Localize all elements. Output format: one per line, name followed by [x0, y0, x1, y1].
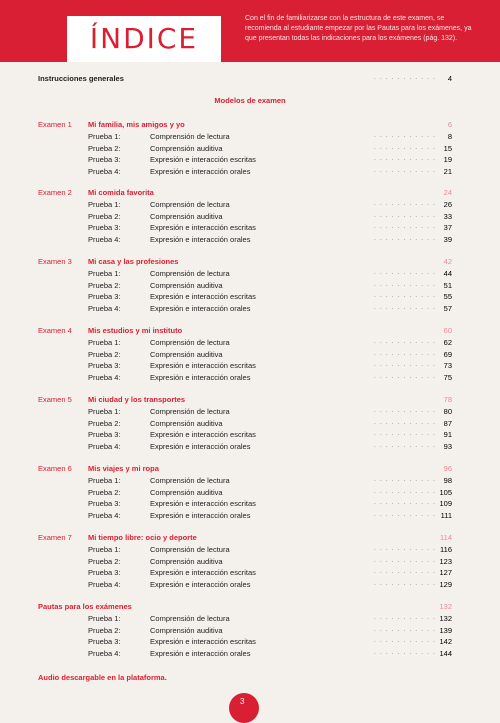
prueba-desc: Expresión e interacción orales	[150, 648, 251, 658]
prueba-desc: Comprensión auditiva	[150, 418, 223, 428]
leader-dots: . . . . . . . . . . .	[374, 476, 436, 483]
prueba-label: Prueba 4:	[88, 372, 121, 382]
prueba-page: 57	[443, 303, 452, 313]
prueba-desc: Comprensión de lectura	[150, 132, 230, 141]
prueba-label: Prueba 3:	[88, 637, 121, 646]
prueba-page: 98	[443, 476, 452, 485]
exam-label: Examen 5	[38, 395, 72, 404]
leader-dots: . . . . . . . . . . .	[374, 223, 436, 230]
prueba-desc: Expresión e interacción orales	[150, 303, 251, 313]
prueba-desc: Expresión e interacción escritas	[150, 292, 256, 301]
prueba-page: 127	[439, 568, 452, 577]
prueba-label: Prueba 4:	[88, 579, 121, 589]
audio-note: Audio descargable en la plataforma.	[38, 673, 167, 682]
leader-dots: . . . . . . . . . . .	[374, 568, 436, 575]
leader-dots: . . . . . . . . . . .	[374, 545, 436, 552]
prueba-label: Prueba 2:	[88, 418, 121, 428]
prueba-desc: Comprensión auditiva	[150, 280, 223, 290]
page-title: ÍNDICE	[67, 16, 221, 62]
prueba-label: Prueba 2:	[88, 280, 121, 290]
leader-dots: . . . . . . . . . . .	[374, 361, 436, 368]
prueba-desc: Expresión e interacción orales	[150, 234, 251, 244]
page-number: 3	[240, 697, 245, 706]
prueba-page: 19	[443, 155, 452, 164]
prueba-page: 91	[443, 430, 452, 439]
prueba-desc: Expresión e interacción escritas	[150, 637, 256, 646]
leader-dots: . . . . . . . . . . .	[374, 637, 436, 644]
leader-dots: . . . . . . . . . . .	[374, 510, 436, 518]
exam-page: 96	[443, 464, 452, 473]
leader-dots: . . . . . . . . . . .	[374, 269, 436, 276]
leader-dots: . . . . . . . . . . .	[374, 579, 436, 587]
leader-dots: . . . . . . . . . . .	[374, 349, 436, 357]
leader-dots: . . . . . . . . . . .	[374, 614, 436, 621]
prueba-desc: Comprensión auditiva	[150, 556, 223, 566]
prueba-desc: Expresión e interacción orales	[150, 441, 251, 451]
prueba-desc: Comprensión de lectura	[150, 545, 230, 554]
exam-title: Mi ciudad y los transportes	[88, 395, 186, 404]
prueba-page: 69	[443, 349, 452, 359]
prueba-desc: Expresión e interacción orales	[150, 579, 251, 589]
prueba-desc: Comprensión auditiva	[150, 143, 223, 153]
prueba-page: 21	[443, 166, 452, 176]
prueba-page: 123	[439, 556, 452, 566]
prueba-page: 39	[443, 234, 452, 244]
prueba-page: 37	[443, 223, 452, 232]
prueba-label: Prueba 1:	[88, 476, 121, 485]
pautas-page: 132	[439, 602, 452, 611]
prueba-label: Prueba 1:	[88, 338, 121, 347]
leader-dots: . . . . . . . . . . .	[374, 430, 436, 437]
prueba-desc: Expresión e interacción escritas	[150, 155, 256, 164]
prueba-label: Prueba 3:	[88, 568, 121, 577]
leader-dots: . . . . . . . . . . .	[374, 499, 436, 506]
prueba-desc: Comprensión de lectura	[150, 338, 230, 347]
prueba-label: Prueba 3:	[88, 430, 121, 439]
prueba-label: Prueba 4:	[88, 166, 121, 176]
prueba-label: Prueba 4:	[88, 234, 121, 244]
leader-dots: . . . . . . . . . . .	[374, 625, 436, 633]
exam-label: Examen 3	[38, 257, 72, 266]
prueba-desc: Expresión e interacción orales	[150, 510, 251, 520]
prueba-page: 44	[443, 269, 452, 278]
exam-label: Examen 7	[38, 533, 72, 542]
leader-dots: . . . . . . . . . . .	[374, 338, 436, 345]
leader-dots: . . . . . . . . . . .	[374, 407, 436, 414]
prueba-desc: Comprensión de lectura	[150, 614, 230, 623]
exam-label: Examen 1	[38, 120, 72, 129]
leader-dots: . . . . . . . . . . .	[374, 292, 436, 299]
leader-dots: . . . . . . . . . . .	[374, 132, 436, 139]
prueba-page: 116	[440, 545, 452, 554]
leader-dots: . . . . . . . . . . .	[374, 418, 436, 426]
prueba-page: 33	[443, 211, 452, 221]
prueba-label: Prueba 1:	[88, 614, 121, 623]
leader-dots: . . . . . . . . . . .	[374, 211, 436, 219]
prueba-page: 109	[439, 499, 452, 508]
leader-dots: . . . . . . . . . . .	[374, 441, 436, 449]
prueba-desc: Expresión e interacción escritas	[150, 361, 256, 370]
prueba-desc: Expresión e interacción orales	[150, 372, 251, 382]
prueba-desc: Comprensión de lectura	[150, 200, 230, 209]
prueba-label: Prueba 3:	[88, 155, 121, 164]
prueba-label: Prueba 2:	[88, 625, 121, 635]
exam-page: 60	[443, 326, 452, 335]
prueba-page: 93	[443, 441, 452, 451]
section-title: Modelos de examen	[214, 96, 286, 105]
leader-dots: . . . . . . . . . . .	[374, 143, 436, 151]
exam-label: Examen 2	[38, 188, 72, 197]
exam-page: 24	[443, 188, 452, 197]
leader-dots: . . . . . . . . . . .	[374, 556, 436, 564]
prueba-label: Prueba 1:	[88, 132, 121, 141]
prueba-label: Prueba 4:	[88, 441, 121, 451]
leader-dots: . . . . . . . . . . .	[374, 234, 436, 242]
prueba-label: Prueba 2:	[88, 556, 121, 566]
prueba-page: 132	[439, 614, 452, 623]
prueba-page: 73	[443, 361, 452, 370]
prueba-page: 129	[439, 579, 452, 589]
prueba-desc: Comprensión auditiva	[150, 349, 223, 359]
prueba-label: Prueba 2:	[88, 349, 121, 359]
exam-title: Mi casa y las profesiones	[88, 257, 179, 266]
prueba-page: 51	[443, 280, 452, 290]
prueba-label: Prueba 1:	[88, 200, 121, 209]
prueba-label: Prueba 3:	[88, 223, 121, 232]
leader-dots: . . . . . . . . . . .	[374, 200, 436, 207]
prueba-label: Prueba 3:	[88, 292, 121, 301]
exam-label: Examen 6	[38, 464, 72, 473]
prueba-page: 55	[443, 292, 452, 301]
leader-dots: . . . . . . . . . . .	[374, 372, 436, 380]
prueba-page: 111	[440, 510, 452, 520]
leader-dots: . . . . . . . . . . .	[374, 280, 436, 288]
prueba-desc: Comprensión auditiva	[150, 211, 223, 221]
prueba-desc: Expresión e interacción escritas	[150, 223, 256, 232]
exam-label: Examen 4	[38, 326, 72, 335]
prueba-label: Prueba 1:	[88, 269, 121, 278]
leader-dots: . . . . . . . . . . .	[374, 155, 436, 162]
prueba-label: Prueba 4:	[88, 648, 121, 658]
prueba-desc: Expresión e interacción escritas	[150, 499, 256, 508]
prueba-desc: Expresión e interacción orales	[150, 166, 251, 176]
prueba-page: 26	[443, 200, 452, 209]
prueba-page: 62	[443, 338, 452, 347]
exam-title: Mi comida favorita	[88, 188, 154, 197]
intro-text: Con el fin de familiarizarse con la estructura de este examen, se recomienda al estudiante empezar por las Pautas para los exámenes, ya que presentan todas las indicaciones para los exámenes (pág. 132).	[245, 15, 472, 42]
exam-title: Mi tiempo libre: ocio y deporte	[88, 533, 197, 542]
prueba-label: Prueba 4:	[88, 510, 121, 520]
prueba-page: 139	[439, 625, 452, 635]
exam-page: 114	[440, 533, 452, 542]
prueba-desc: Expresión e interacción escritas	[150, 430, 256, 439]
prueba-desc: Comprensión auditiva	[150, 625, 223, 635]
prueba-page: 75	[443, 372, 452, 382]
prueba-page: 142	[439, 637, 452, 646]
leader-dots: . . . . . . . . . . .	[374, 166, 436, 174]
exam-page: 42	[443, 257, 452, 266]
prueba-page: 87	[443, 418, 452, 428]
prueba-label: Prueba 4:	[88, 303, 121, 313]
pautas-title: Pautas para los exámenes	[38, 602, 132, 611]
prueba-label: Prueba 2:	[88, 211, 121, 221]
exam-page: 6	[447, 120, 452, 129]
general-instructions-page: 4	[447, 74, 452, 83]
prueba-label: Prueba 2:	[88, 487, 121, 497]
prueba-desc: Expresión e interacción escritas	[150, 568, 256, 577]
exam-title: Mis estudios y mi instituto	[88, 326, 183, 335]
exam-title: Mis viajes y mi ropa	[88, 464, 159, 473]
leader-dots: . . . . . . . . . . .	[374, 74, 436, 81]
leader-dots: . . . . . . . . . . .	[374, 487, 436, 495]
prueba-page: 80	[443, 407, 452, 416]
exam-page: 78	[443, 395, 452, 404]
prueba-page: 15	[443, 143, 452, 153]
leader-dots: . . . . . . . . . . .	[374, 303, 436, 311]
prueba-desc: Comprensión de lectura	[150, 476, 230, 485]
exam-title: Mi familia, mis amigos y yo	[88, 120, 185, 129]
prueba-label: Prueba 2:	[88, 143, 121, 153]
leader-dots: . . . . . . . . . . .	[374, 648, 436, 656]
prueba-label: Prueba 1:	[88, 407, 121, 416]
prueba-label: Prueba 3:	[88, 361, 121, 370]
prueba-desc: Comprensión auditiva	[150, 487, 223, 497]
prueba-page: 8	[447, 132, 452, 141]
prueba-page: 105	[439, 487, 452, 497]
prueba-label: Prueba 3:	[88, 499, 121, 508]
prueba-page: 144	[439, 648, 452, 658]
general-instructions-label: Instrucciones generales	[38, 74, 124, 83]
prueba-desc: Comprensión de lectura	[150, 407, 230, 416]
prueba-desc: Comprensión de lectura	[150, 269, 230, 278]
prueba-label: Prueba 1:	[88, 545, 121, 554]
